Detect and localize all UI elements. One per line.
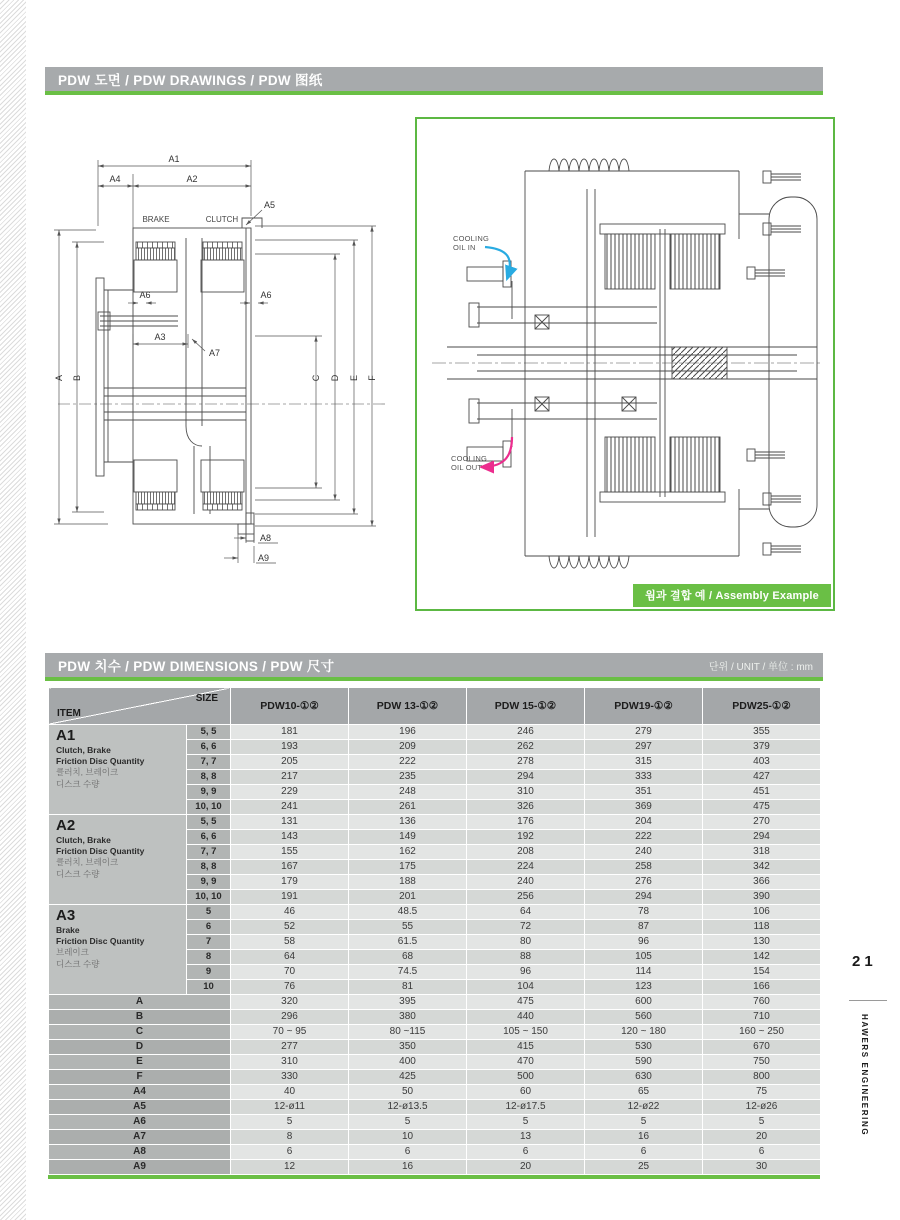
value-cell: 176 bbox=[467, 815, 585, 830]
value-cell: 191 bbox=[231, 890, 349, 905]
value-cell: 30 bbox=[703, 1160, 821, 1175]
value-cell: 342 bbox=[703, 860, 821, 875]
table-row bbox=[49, 1010, 821, 1025]
assembly-geometry bbox=[432, 159, 822, 568]
table-header-row bbox=[49, 688, 821, 725]
size-cell: 5, 5 bbox=[187, 725, 231, 740]
value-cell: 196 bbox=[349, 725, 467, 740]
value-cell: 12-ø13.5 bbox=[349, 1100, 467, 1115]
item-desc-en: Brake bbox=[56, 925, 80, 935]
item-cell-C: C bbox=[49, 1025, 231, 1040]
value-cell: 181 bbox=[231, 725, 349, 740]
size-cell: 5 bbox=[187, 905, 231, 920]
value-cell: 240 bbox=[585, 845, 703, 860]
value-cell: 131 bbox=[231, 815, 349, 830]
value-cell: 294 bbox=[467, 770, 585, 785]
item-desc-en: Friction Disc Quantity bbox=[56, 756, 145, 767]
column-header-pdw25: PDW25-①② bbox=[703, 688, 821, 725]
item-cell-F: F bbox=[49, 1070, 231, 1085]
value-cell: 256 bbox=[467, 890, 585, 905]
value-cell: 123 bbox=[585, 980, 703, 995]
dim-label-a9: A9 bbox=[258, 553, 270, 563]
value-cell: 261 bbox=[349, 800, 467, 815]
value-cell: 241 bbox=[231, 800, 349, 815]
value-cell: 20 bbox=[467, 1160, 585, 1175]
dimensions-table-wrap bbox=[48, 687, 820, 1179]
table-row bbox=[49, 1025, 821, 1040]
dim-label-d: D bbox=[330, 374, 340, 382]
item-cell-A6: A6 bbox=[49, 1115, 231, 1130]
value-cell: 310 bbox=[231, 1055, 349, 1070]
table-row bbox=[49, 995, 821, 1010]
corner-item-label: ITEM bbox=[57, 708, 81, 719]
size-cell: 10, 10 bbox=[187, 800, 231, 815]
value-cell: 369 bbox=[585, 800, 703, 815]
value-cell: 320 bbox=[231, 995, 349, 1010]
assembly-example-caption: 웜과 결합 예 / Assembly Example bbox=[633, 584, 831, 607]
value-cell: 630 bbox=[585, 1070, 703, 1085]
value-cell: 333 bbox=[585, 770, 703, 785]
table-row bbox=[49, 1070, 821, 1085]
value-cell: 294 bbox=[703, 830, 821, 845]
value-cell: 25 bbox=[585, 1160, 703, 1175]
value-cell: 440 bbox=[467, 1010, 585, 1025]
value-cell: 12-ø26 bbox=[703, 1100, 821, 1115]
value-cell: 415 bbox=[467, 1040, 585, 1055]
value-cell: 55 bbox=[349, 920, 467, 935]
value-cell: 5 bbox=[703, 1115, 821, 1130]
size-cell: 7 bbox=[187, 935, 231, 950]
value-cell: 330 bbox=[231, 1070, 349, 1085]
item-desc-kr: 브레이크 bbox=[56, 947, 89, 958]
item-desc-en: Friction Disc Quantity bbox=[56, 846, 145, 857]
item-group-A1 bbox=[49, 725, 187, 815]
value-cell: 326 bbox=[467, 800, 585, 815]
item-cell-B: B bbox=[49, 1010, 231, 1025]
value-cell: 277 bbox=[231, 1040, 349, 1055]
column-header-pdw10: PDW10-①② bbox=[231, 688, 349, 725]
value-cell: 258 bbox=[585, 860, 703, 875]
size-cell: 8, 8 bbox=[187, 770, 231, 785]
value-cell: 68 bbox=[349, 950, 467, 965]
value-cell: 160 ~ 250 bbox=[703, 1025, 821, 1040]
table-row bbox=[49, 1115, 821, 1130]
item-desc-kr: 클러치, 브레이크 bbox=[56, 857, 119, 868]
item-cell-A9: A9 bbox=[49, 1160, 231, 1175]
item-cell-A7: A7 bbox=[49, 1130, 231, 1145]
value-cell: 403 bbox=[703, 755, 821, 770]
value-cell: 201 bbox=[349, 890, 467, 905]
value-cell: 5 bbox=[585, 1115, 703, 1130]
dim-label-a8: A8 bbox=[260, 533, 272, 543]
dim-label-a4: A4 bbox=[109, 174, 121, 184]
column-header-pdw13: PDW 13-①② bbox=[349, 688, 467, 725]
value-cell: 13 bbox=[467, 1130, 585, 1145]
value-cell: 270 bbox=[703, 815, 821, 830]
dimensions-tbody bbox=[49, 725, 821, 1175]
size-cell: 6 bbox=[187, 920, 231, 935]
value-cell: 20 bbox=[703, 1130, 821, 1145]
value-cell: 167 bbox=[231, 860, 349, 875]
cooling-oil-in-arrow bbox=[485, 247, 510, 279]
page-edge-hatch bbox=[0, 0, 26, 1220]
value-cell: 6 bbox=[349, 1145, 467, 1160]
value-cell: 315 bbox=[585, 755, 703, 770]
value-cell: 750 bbox=[703, 1055, 821, 1070]
value-cell: 87 bbox=[585, 920, 703, 935]
value-cell: 6 bbox=[703, 1145, 821, 1160]
table-row bbox=[49, 1160, 821, 1175]
size-cell: 9, 9 bbox=[187, 785, 231, 800]
size-cell: 8 bbox=[187, 950, 231, 965]
value-cell: 52 bbox=[231, 920, 349, 935]
value-cell: 40 bbox=[231, 1085, 349, 1100]
item-group-A2 bbox=[49, 815, 187, 905]
value-cell: 279 bbox=[585, 725, 703, 740]
value-cell: 76 bbox=[231, 980, 349, 995]
value-cell: 390 bbox=[703, 890, 821, 905]
value-cell: 80 ~115 bbox=[349, 1025, 467, 1040]
size-cell: 7, 7 bbox=[187, 755, 231, 770]
value-cell: 229 bbox=[231, 785, 349, 800]
value-cell: 74.5 bbox=[349, 965, 467, 980]
cooling-oil-out-label: COOLING OIL OUT bbox=[451, 454, 487, 472]
value-cell: 166 bbox=[703, 980, 821, 995]
value-cell: 179 bbox=[231, 875, 349, 890]
value-cell: 96 bbox=[585, 935, 703, 950]
value-cell: 240 bbox=[467, 875, 585, 890]
value-cell: 427 bbox=[703, 770, 821, 785]
size-cell: 10 bbox=[187, 980, 231, 995]
drawings-section-header bbox=[45, 67, 823, 95]
item-cell-A5: A5 bbox=[49, 1100, 231, 1115]
item-desc-kr: 디스크 수량 bbox=[56, 868, 100, 879]
value-cell: 105 ~ 150 bbox=[467, 1025, 585, 1040]
value-cell: 136 bbox=[349, 815, 467, 830]
value-cell: 104 bbox=[467, 980, 585, 995]
value-cell: 72 bbox=[467, 920, 585, 935]
value-cell: 149 bbox=[349, 830, 467, 845]
value-cell: 222 bbox=[585, 830, 703, 845]
value-cell: 224 bbox=[467, 860, 585, 875]
item-desc-en: Friction Disc Quantity bbox=[56, 936, 145, 947]
value-cell: 175 bbox=[349, 860, 467, 875]
value-cell: 208 bbox=[467, 845, 585, 860]
value-cell: 800 bbox=[703, 1070, 821, 1085]
value-cell: 114 bbox=[585, 965, 703, 980]
value-cell: 294 bbox=[585, 890, 703, 905]
value-cell: 366 bbox=[703, 875, 821, 890]
value-cell: 350 bbox=[349, 1040, 467, 1055]
value-cell: 143 bbox=[231, 830, 349, 845]
value-cell: 5 bbox=[467, 1115, 585, 1130]
dim-label-a1: A1 bbox=[168, 154, 180, 164]
table-row bbox=[49, 1130, 821, 1145]
value-cell: 64 bbox=[231, 950, 349, 965]
cooling-oil-in-label: COOLING OIL IN bbox=[453, 234, 489, 252]
value-cell: 262 bbox=[467, 740, 585, 755]
value-cell: 80 bbox=[467, 935, 585, 950]
value-cell: 310 bbox=[467, 785, 585, 800]
size-cell: 10, 10 bbox=[187, 890, 231, 905]
item-desc-en: Clutch, Brake bbox=[56, 835, 111, 845]
value-cell: 205 bbox=[231, 755, 349, 770]
item-desc-kr: 디스크 수량 bbox=[56, 778, 100, 789]
value-cell: 451 bbox=[703, 785, 821, 800]
value-cell: 105 bbox=[585, 950, 703, 965]
value-cell: 10 bbox=[349, 1130, 467, 1145]
table-row bbox=[49, 1055, 821, 1070]
item-desc-en: Clutch, Brake bbox=[56, 745, 111, 755]
value-cell: 500 bbox=[467, 1070, 585, 1085]
value-cell: 6 bbox=[585, 1145, 703, 1160]
value-cell: 154 bbox=[703, 965, 821, 980]
item-cell-A4: A4 bbox=[49, 1085, 231, 1100]
dim-label-a2: A2 bbox=[186, 174, 198, 184]
value-cell: 48.5 bbox=[349, 905, 467, 920]
value-cell: 318 bbox=[703, 845, 821, 860]
value-cell: 248 bbox=[349, 785, 467, 800]
value-cell: 70 bbox=[231, 965, 349, 980]
value-cell: 276 bbox=[585, 875, 703, 890]
brake-label: BRAKE bbox=[142, 215, 170, 224]
item-cell-D: D bbox=[49, 1040, 231, 1055]
value-cell: 560 bbox=[585, 1010, 703, 1025]
size-cell: 9, 9 bbox=[187, 875, 231, 890]
value-cell: 75 bbox=[703, 1085, 821, 1100]
value-cell: 355 bbox=[703, 725, 821, 740]
value-cell: 16 bbox=[585, 1130, 703, 1145]
page-number-rule bbox=[849, 1000, 887, 1001]
value-cell: 6 bbox=[467, 1145, 585, 1160]
value-cell: 78 bbox=[585, 905, 703, 920]
drawings-section-title: PDW 도면 / PDW DRAWINGS / PDW 图纸 bbox=[58, 73, 323, 88]
value-cell: 8 bbox=[231, 1130, 349, 1145]
assembly-drawing bbox=[417, 119, 833, 585]
value-cell: 130 bbox=[703, 935, 821, 950]
value-cell: 16 bbox=[349, 1160, 467, 1175]
size-cell: 6, 6 bbox=[187, 830, 231, 845]
value-cell: 50 bbox=[349, 1085, 467, 1100]
value-cell: 70 ~ 95 bbox=[231, 1025, 349, 1040]
value-cell: 296 bbox=[231, 1010, 349, 1025]
value-cell: 188 bbox=[349, 875, 467, 890]
value-cell: 64 bbox=[467, 905, 585, 920]
value-cell: 475 bbox=[467, 995, 585, 1010]
size-cell: 8, 8 bbox=[187, 860, 231, 875]
dim-label-a3: A3 bbox=[154, 332, 166, 342]
size-cell: 7, 7 bbox=[187, 845, 231, 860]
value-cell: 192 bbox=[467, 830, 585, 845]
dim-label-e: E bbox=[349, 374, 359, 382]
value-cell: 217 bbox=[231, 770, 349, 785]
table-row bbox=[49, 1085, 821, 1100]
value-cell: 58 bbox=[231, 935, 349, 950]
value-cell: 246 bbox=[467, 725, 585, 740]
value-cell: 142 bbox=[703, 950, 821, 965]
value-cell: 96 bbox=[467, 965, 585, 980]
value-cell: 12-ø11 bbox=[231, 1100, 349, 1115]
dim-label-f: F bbox=[367, 375, 377, 381]
item-cell-A8: A8 bbox=[49, 1145, 231, 1160]
value-cell: 65 bbox=[585, 1085, 703, 1100]
value-cell: 12-ø22 bbox=[585, 1100, 703, 1115]
value-cell: 760 bbox=[703, 995, 821, 1010]
value-cell: 379 bbox=[703, 740, 821, 755]
dim-label-a6-right: A6 bbox=[260, 290, 272, 300]
table-row bbox=[49, 1040, 821, 1055]
value-cell: 118 bbox=[703, 920, 821, 935]
table-row bbox=[49, 905, 821, 920]
clutch-label: CLUTCH bbox=[205, 215, 239, 224]
value-cell: 12 bbox=[231, 1160, 349, 1175]
value-cell: 351 bbox=[585, 785, 703, 800]
item-group-title: A2 bbox=[56, 817, 76, 834]
dim-label-a6-left: A6 bbox=[139, 290, 151, 300]
value-cell: 162 bbox=[349, 845, 467, 860]
column-header-pdw19: PDW19-①② bbox=[585, 688, 703, 725]
dimensions-section-title: PDW 치수 / PDW DIMENSIONS / PDW 尺寸 bbox=[58, 659, 335, 674]
dimensions-section-header bbox=[45, 653, 823, 681]
corner-header-cell bbox=[49, 688, 231, 725]
unit-label: 단위 / UNIT / 单位 : mm bbox=[708, 661, 813, 673]
value-cell: 204 bbox=[585, 815, 703, 830]
item-cell-A: A bbox=[49, 995, 231, 1010]
dim-label-c: C bbox=[311, 374, 321, 382]
value-cell: 81 bbox=[349, 980, 467, 995]
table-row bbox=[49, 725, 821, 740]
value-cell: 400 bbox=[349, 1055, 467, 1070]
page-number: 21 bbox=[852, 953, 877, 970]
item-group-A3 bbox=[49, 905, 187, 995]
item-cell-E: E bbox=[49, 1055, 231, 1070]
item-desc-kr: 클러치, 브레이크 bbox=[56, 767, 119, 778]
value-cell: 12-ø17.5 bbox=[467, 1100, 585, 1115]
item-group-title: A1 bbox=[56, 727, 76, 744]
value-cell: 6 bbox=[231, 1145, 349, 1160]
size-cell: 6, 6 bbox=[187, 740, 231, 755]
dim-label-b: B bbox=[72, 374, 82, 382]
value-cell: 710 bbox=[703, 1010, 821, 1025]
corner-size-label: SIZE bbox=[195, 693, 218, 704]
value-cell: 155 bbox=[231, 845, 349, 860]
value-cell: 106 bbox=[703, 905, 821, 920]
dim-label-a5: A5 bbox=[264, 200, 276, 210]
value-cell: 590 bbox=[585, 1055, 703, 1070]
value-cell: 5 bbox=[349, 1115, 467, 1130]
value-cell: 380 bbox=[349, 1010, 467, 1025]
table-row bbox=[49, 815, 821, 830]
value-cell: 193 bbox=[231, 740, 349, 755]
brand-vertical-text: HAWERS ENGINEERING bbox=[860, 1014, 869, 1137]
assembly-example-box bbox=[415, 117, 835, 611]
value-cell: 222 bbox=[349, 755, 467, 770]
value-cell: 209 bbox=[349, 740, 467, 755]
value-cell: 61.5 bbox=[349, 935, 467, 950]
value-cell: 475 bbox=[703, 800, 821, 815]
value-cell: 600 bbox=[585, 995, 703, 1010]
size-cell: 5, 5 bbox=[187, 815, 231, 830]
value-cell: 235 bbox=[349, 770, 467, 785]
value-cell: 297 bbox=[585, 740, 703, 755]
size-cell: 9 bbox=[187, 965, 231, 980]
value-cell: 46 bbox=[231, 905, 349, 920]
item-desc-kr: 디스크 수량 bbox=[56, 958, 100, 969]
value-cell: 530 bbox=[585, 1040, 703, 1055]
value-cell: 120 ~ 180 bbox=[585, 1025, 703, 1040]
value-cell: 670 bbox=[703, 1040, 821, 1055]
dim-label-a7: A7 bbox=[209, 348, 221, 358]
value-cell: 60 bbox=[467, 1085, 585, 1100]
value-cell: 470 bbox=[467, 1055, 585, 1070]
dim-label-a: A bbox=[54, 374, 64, 382]
table-row bbox=[49, 1145, 821, 1160]
value-cell: 88 bbox=[467, 950, 585, 965]
value-cell: 278 bbox=[467, 755, 585, 770]
table-row bbox=[49, 1100, 821, 1115]
value-cell: 395 bbox=[349, 995, 467, 1010]
item-group-title: A3 bbox=[56, 907, 76, 924]
value-cell: 5 bbox=[231, 1115, 349, 1130]
value-cell: 425 bbox=[349, 1070, 467, 1085]
pdw-dimension-drawing bbox=[50, 130, 395, 622]
column-header-pdw15: PDW 15-①② bbox=[467, 688, 585, 725]
dimensions-table bbox=[48, 687, 821, 1175]
